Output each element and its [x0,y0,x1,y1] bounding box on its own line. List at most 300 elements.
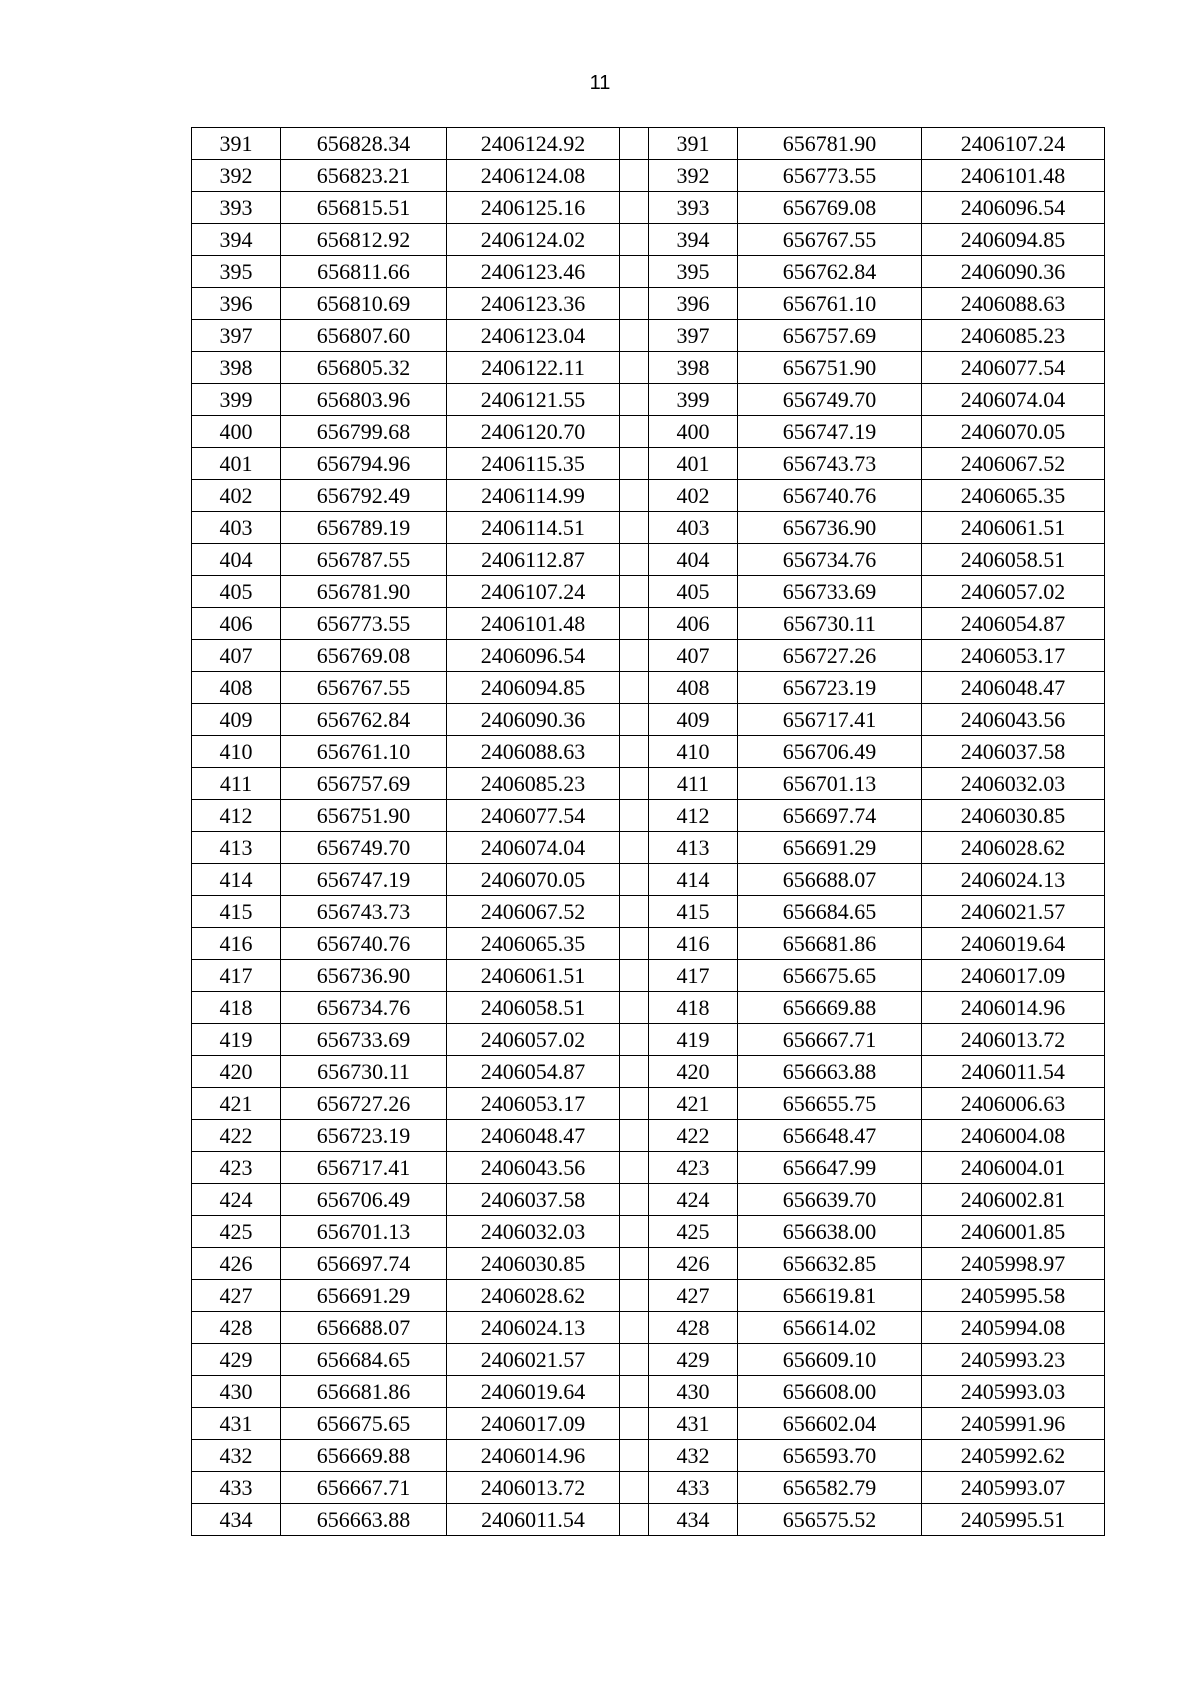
left-point-number-cell: 410 [192,736,281,768]
right-point-number-cell: 427 [649,1280,738,1312]
left-point-number-cell: 406 [192,608,281,640]
table-row [192,832,1105,864]
table-row [192,1248,1105,1280]
right-x-coordinate-cell: 656706.49 [738,736,922,768]
left-point-number-cell: 428 [192,1312,281,1344]
left-y-coordinate-cell: 2406107.24 [447,576,620,608]
left-x-coordinate-cell: 656697.74 [281,1248,447,1280]
left-y-coordinate-cell: 2406074.04 [447,832,620,864]
left-x-coordinate-cell: 656691.29 [281,1280,447,1312]
left-x-coordinate-cell: 656787.55 [281,544,447,576]
coordinates-table [191,127,1105,1536]
right-point-number-cell: 399 [649,384,738,416]
table-row [192,640,1105,672]
separator-cell [620,672,649,704]
separator-cell [620,1376,649,1408]
separator-cell [620,192,649,224]
left-y-coordinate-cell: 2406096.54 [447,640,620,672]
separator-cell [620,1504,649,1536]
right-x-coordinate-cell: 656717.41 [738,704,922,736]
table-row [192,800,1105,832]
right-y-coordinate-cell: 2405993.03 [922,1376,1105,1408]
right-y-coordinate-cell: 2406014.96 [922,992,1105,1024]
left-point-number-cell: 412 [192,800,281,832]
table-row [192,320,1105,352]
table-row [192,1088,1105,1120]
left-x-coordinate-cell: 656747.19 [281,864,447,896]
right-x-coordinate-cell: 656736.90 [738,512,922,544]
left-y-coordinate-cell: 2406013.72 [447,1472,620,1504]
right-point-number-cell: 405 [649,576,738,608]
right-x-coordinate-cell: 656684.65 [738,896,922,928]
right-point-number-cell: 408 [649,672,738,704]
table-row [192,1216,1105,1248]
left-point-number-cell: 432 [192,1440,281,1472]
table-row [192,1056,1105,1088]
left-x-coordinate-cell: 656781.90 [281,576,447,608]
right-point-number-cell: 416 [649,928,738,960]
left-point-number-cell: 409 [192,704,281,736]
separator-cell [620,992,649,1024]
left-x-coordinate-cell: 656688.07 [281,1312,447,1344]
table-row [192,384,1105,416]
left-point-number-cell: 413 [192,832,281,864]
right-point-number-cell: 423 [649,1152,738,1184]
right-x-coordinate-cell: 656767.55 [738,224,922,256]
separator-cell [620,256,649,288]
left-x-coordinate-cell: 656730.11 [281,1056,447,1088]
right-point-number-cell: 401 [649,448,738,480]
right-x-coordinate-cell: 656648.47 [738,1120,922,1152]
separator-cell [620,1152,649,1184]
right-y-coordinate-cell: 2406090.36 [922,256,1105,288]
right-y-coordinate-cell: 2405992.62 [922,1440,1105,1472]
right-y-coordinate-cell: 2406085.23 [922,320,1105,352]
left-point-number-cell: 396 [192,288,281,320]
table-row [192,576,1105,608]
separator-cell [620,960,649,992]
right-y-coordinate-cell: 2406053.17 [922,640,1105,672]
table-row [192,1344,1105,1376]
right-point-number-cell: 394 [649,224,738,256]
left-point-number-cell: 426 [192,1248,281,1280]
left-point-number-cell: 429 [192,1344,281,1376]
coordinates-table-body [192,128,1105,1536]
left-point-number-cell: 418 [192,992,281,1024]
left-point-number-cell: 433 [192,1472,281,1504]
left-x-coordinate-cell: 656736.90 [281,960,447,992]
separator-cell [620,704,649,736]
left-y-coordinate-cell: 2406061.51 [447,960,620,992]
right-y-coordinate-cell: 2406021.57 [922,896,1105,928]
left-point-number-cell: 395 [192,256,281,288]
right-y-coordinate-cell: 2406054.87 [922,608,1105,640]
left-point-number-cell: 392 [192,160,281,192]
right-point-number-cell: 419 [649,1024,738,1056]
left-x-coordinate-cell: 656681.86 [281,1376,447,1408]
right-x-coordinate-cell: 656593.70 [738,1440,922,1472]
left-y-coordinate-cell: 2406058.51 [447,992,620,1024]
table-row [192,1472,1105,1504]
right-point-number-cell: 406 [649,608,738,640]
right-point-number-cell: 398 [649,352,738,384]
left-y-coordinate-cell: 2406123.46 [447,256,620,288]
right-x-coordinate-cell: 656632.85 [738,1248,922,1280]
right-y-coordinate-cell: 2406028.62 [922,832,1105,864]
table-row [192,416,1105,448]
left-y-coordinate-cell: 2406070.05 [447,864,620,896]
right-x-coordinate-cell: 656647.99 [738,1152,922,1184]
left-y-coordinate-cell: 2406024.13 [447,1312,620,1344]
table-row [192,672,1105,704]
left-y-coordinate-cell: 2406115.35 [447,448,620,480]
table-row [192,288,1105,320]
left-y-coordinate-cell: 2406017.09 [447,1408,620,1440]
table-row [192,992,1105,1024]
left-point-number-cell: 399 [192,384,281,416]
left-y-coordinate-cell: 2406077.54 [447,800,620,832]
separator-cell [620,1472,649,1504]
separator-cell [620,768,649,800]
separator-cell [620,128,649,160]
separator-cell [620,448,649,480]
separator-cell [620,160,649,192]
right-point-number-cell: 431 [649,1408,738,1440]
right-x-coordinate-cell: 656734.76 [738,544,922,576]
table-row [192,768,1105,800]
right-y-coordinate-cell: 2406013.72 [922,1024,1105,1056]
left-point-number-cell: 405 [192,576,281,608]
right-point-number-cell: 411 [649,768,738,800]
right-x-coordinate-cell: 656781.90 [738,128,922,160]
left-point-number-cell: 421 [192,1088,281,1120]
left-point-number-cell: 393 [192,192,281,224]
left-point-number-cell: 430 [192,1376,281,1408]
table-row [192,864,1105,896]
table-row [192,960,1105,992]
left-y-coordinate-cell: 2406101.48 [447,608,620,640]
left-x-coordinate-cell: 656823.21 [281,160,447,192]
page-number: 11 [589,72,611,94]
right-x-coordinate-cell: 656639.70 [738,1184,922,1216]
right-y-coordinate-cell: 2406024.13 [922,864,1105,896]
right-y-coordinate-cell: 2406030.85 [922,800,1105,832]
left-x-coordinate-cell: 656799.68 [281,416,447,448]
right-x-coordinate-cell: 656675.65 [738,960,922,992]
right-point-number-cell: 402 [649,480,738,512]
left-y-coordinate-cell: 2406124.08 [447,160,620,192]
right-y-coordinate-cell: 2405995.58 [922,1280,1105,1312]
right-point-number-cell: 391 [649,128,738,160]
left-y-coordinate-cell: 2406085.23 [447,768,620,800]
right-x-coordinate-cell: 656638.00 [738,1216,922,1248]
table-row [192,704,1105,736]
left-y-coordinate-cell: 2406114.51 [447,512,620,544]
left-y-coordinate-cell: 2406120.70 [447,416,620,448]
left-point-number-cell: 420 [192,1056,281,1088]
right-y-coordinate-cell: 2406088.63 [922,288,1105,320]
left-point-number-cell: 427 [192,1280,281,1312]
right-y-coordinate-cell: 2406019.64 [922,928,1105,960]
left-y-coordinate-cell: 2406065.35 [447,928,620,960]
table-row [192,512,1105,544]
right-x-coordinate-cell: 656757.69 [738,320,922,352]
right-y-coordinate-cell: 2406065.35 [922,480,1105,512]
right-y-coordinate-cell: 2406043.56 [922,704,1105,736]
right-point-number-cell: 396 [649,288,738,320]
table-row [192,352,1105,384]
right-point-number-cell: 420 [649,1056,738,1088]
left-point-number-cell: 417 [192,960,281,992]
right-x-coordinate-cell: 656602.04 [738,1408,922,1440]
left-point-number-cell: 431 [192,1408,281,1440]
left-x-coordinate-cell: 656740.76 [281,928,447,960]
left-x-coordinate-cell: 656751.90 [281,800,447,832]
right-y-coordinate-cell: 2405994.08 [922,1312,1105,1344]
table-row [192,1440,1105,1472]
left-y-coordinate-cell: 2406124.02 [447,224,620,256]
right-x-coordinate-cell: 656619.81 [738,1280,922,1312]
left-y-coordinate-cell: 2406032.03 [447,1216,620,1248]
right-x-coordinate-cell: 656663.88 [738,1056,922,1088]
left-x-coordinate-cell: 656706.49 [281,1184,447,1216]
right-y-coordinate-cell: 2406070.05 [922,416,1105,448]
left-y-coordinate-cell: 2406028.62 [447,1280,620,1312]
left-point-number-cell: 422 [192,1120,281,1152]
right-point-number-cell: 432 [649,1440,738,1472]
right-y-coordinate-cell: 2405993.07 [922,1472,1105,1504]
right-point-number-cell: 407 [649,640,738,672]
separator-cell [620,928,649,960]
left-y-coordinate-cell: 2406011.54 [447,1504,620,1536]
separator-cell [620,544,649,576]
right-y-coordinate-cell: 2405991.96 [922,1408,1105,1440]
right-point-number-cell: 415 [649,896,738,928]
right-point-number-cell: 430 [649,1376,738,1408]
table-row [192,1184,1105,1216]
left-x-coordinate-cell: 656828.34 [281,128,447,160]
table-row [192,544,1105,576]
left-x-coordinate-cell: 656663.88 [281,1504,447,1536]
right-y-coordinate-cell: 2406077.54 [922,352,1105,384]
separator-cell [620,576,649,608]
table-row [192,1024,1105,1056]
left-x-coordinate-cell: 656769.08 [281,640,447,672]
left-point-number-cell: 419 [192,1024,281,1056]
table-row [192,192,1105,224]
left-x-coordinate-cell: 656762.84 [281,704,447,736]
left-point-number-cell: 434 [192,1504,281,1536]
separator-cell [620,1280,649,1312]
right-y-coordinate-cell: 2406006.63 [922,1088,1105,1120]
right-x-coordinate-cell: 656691.29 [738,832,922,864]
left-point-number-cell: 416 [192,928,281,960]
right-point-number-cell: 392 [649,160,738,192]
table-row [192,224,1105,256]
table-row [192,480,1105,512]
left-x-coordinate-cell: 656749.70 [281,832,447,864]
right-point-number-cell: 428 [649,1312,738,1344]
left-x-coordinate-cell: 656667.71 [281,1472,447,1504]
table-row [192,608,1105,640]
right-x-coordinate-cell: 656773.55 [738,160,922,192]
separator-cell [620,1120,649,1152]
separator-cell [620,416,649,448]
left-x-coordinate-cell: 656767.55 [281,672,447,704]
separator-cell [620,832,649,864]
separator-cell [620,608,649,640]
left-x-coordinate-cell: 656803.96 [281,384,447,416]
separator-cell [620,384,649,416]
left-y-coordinate-cell: 2406019.64 [447,1376,620,1408]
left-x-coordinate-cell: 656812.92 [281,224,447,256]
left-x-coordinate-cell: 656794.96 [281,448,447,480]
right-point-number-cell: 424 [649,1184,738,1216]
separator-cell [620,1312,649,1344]
left-y-coordinate-cell: 2406021.57 [447,1344,620,1376]
table-row [192,1376,1105,1408]
left-y-coordinate-cell: 2406123.04 [447,320,620,352]
right-y-coordinate-cell: 2406061.51 [922,512,1105,544]
separator-cell [620,352,649,384]
right-y-coordinate-cell: 2406067.52 [922,448,1105,480]
right-x-coordinate-cell: 656669.88 [738,992,922,1024]
right-point-number-cell: 433 [649,1472,738,1504]
left-y-coordinate-cell: 2406030.85 [447,1248,620,1280]
right-y-coordinate-cell: 2406048.47 [922,672,1105,704]
left-x-coordinate-cell: 656789.19 [281,512,447,544]
right-y-coordinate-cell: 2406107.24 [922,128,1105,160]
separator-cell [620,1248,649,1280]
right-x-coordinate-cell: 656749.70 [738,384,922,416]
right-y-coordinate-cell: 2406032.03 [922,768,1105,800]
separator-cell [620,1408,649,1440]
right-y-coordinate-cell: 2406001.85 [922,1216,1105,1248]
right-x-coordinate-cell: 656614.02 [738,1312,922,1344]
right-x-coordinate-cell: 656701.13 [738,768,922,800]
table-row [192,1408,1105,1440]
separator-cell [620,224,649,256]
left-x-coordinate-cell: 656675.65 [281,1408,447,1440]
separator-cell [620,1024,649,1056]
left-y-coordinate-cell: 2406088.63 [447,736,620,768]
right-point-number-cell: 393 [649,192,738,224]
right-y-coordinate-cell: 2406002.81 [922,1184,1105,1216]
left-y-coordinate-cell: 2406123.36 [447,288,620,320]
left-point-number-cell: 408 [192,672,281,704]
separator-cell [620,640,649,672]
table-row [192,896,1105,928]
left-point-number-cell: 423 [192,1152,281,1184]
right-x-coordinate-cell: 656609.10 [738,1344,922,1376]
left-y-coordinate-cell: 2406125.16 [447,192,620,224]
right-point-number-cell: 404 [649,544,738,576]
right-point-number-cell: 412 [649,800,738,832]
left-x-coordinate-cell: 656773.55 [281,608,447,640]
left-point-number-cell: 401 [192,448,281,480]
left-y-coordinate-cell: 2406114.99 [447,480,620,512]
right-x-coordinate-cell: 656761.10 [738,288,922,320]
separator-cell [620,288,649,320]
table-row [192,448,1105,480]
left-point-number-cell: 424 [192,1184,281,1216]
left-x-coordinate-cell: 656734.76 [281,992,447,1024]
separator-cell [620,1056,649,1088]
right-y-coordinate-cell: 2406004.01 [922,1152,1105,1184]
left-x-coordinate-cell: 656807.60 [281,320,447,352]
left-x-coordinate-cell: 656761.10 [281,736,447,768]
left-x-coordinate-cell: 656810.69 [281,288,447,320]
left-point-number-cell: 398 [192,352,281,384]
right-point-number-cell: 395 [649,256,738,288]
right-point-number-cell: 414 [649,864,738,896]
right-x-coordinate-cell: 656723.19 [738,672,922,704]
right-x-coordinate-cell: 656582.79 [738,1472,922,1504]
table-row [192,1504,1105,1536]
left-x-coordinate-cell: 656701.13 [281,1216,447,1248]
separator-cell [620,800,649,832]
separator-cell [620,1344,649,1376]
right-x-coordinate-cell: 656751.90 [738,352,922,384]
left-y-coordinate-cell: 2406094.85 [447,672,620,704]
left-y-coordinate-cell: 2406124.92 [447,128,620,160]
separator-cell [620,1216,649,1248]
table-row [192,736,1105,768]
left-point-number-cell: 391 [192,128,281,160]
table-row [192,1120,1105,1152]
right-point-number-cell: 418 [649,992,738,1024]
right-x-coordinate-cell: 656733.69 [738,576,922,608]
left-x-coordinate-cell: 656792.49 [281,480,447,512]
left-y-coordinate-cell: 2406121.55 [447,384,620,416]
right-x-coordinate-cell: 656762.84 [738,256,922,288]
right-point-number-cell: 426 [649,1248,738,1280]
right-point-number-cell: 410 [649,736,738,768]
right-x-coordinate-cell: 656667.71 [738,1024,922,1056]
right-y-coordinate-cell: 2406094.85 [922,224,1105,256]
separator-cell [620,1088,649,1120]
table-row [192,160,1105,192]
right-y-coordinate-cell: 2405995.51 [922,1504,1105,1536]
right-x-coordinate-cell: 656769.08 [738,192,922,224]
separator-cell [620,736,649,768]
right-point-number-cell: 403 [649,512,738,544]
table-row [192,128,1105,160]
right-point-number-cell: 429 [649,1344,738,1376]
left-x-coordinate-cell: 656684.65 [281,1344,447,1376]
right-y-coordinate-cell: 2406017.09 [922,960,1105,992]
left-y-coordinate-cell: 2406048.47 [447,1120,620,1152]
left-point-number-cell: 404 [192,544,281,576]
left-y-coordinate-cell: 2406122.11 [447,352,620,384]
left-point-number-cell: 394 [192,224,281,256]
right-x-coordinate-cell: 656743.73 [738,448,922,480]
right-point-number-cell: 413 [649,832,738,864]
right-x-coordinate-cell: 656681.86 [738,928,922,960]
right-point-number-cell: 417 [649,960,738,992]
left-point-number-cell: 414 [192,864,281,896]
left-x-coordinate-cell: 656717.41 [281,1152,447,1184]
right-x-coordinate-cell: 656727.26 [738,640,922,672]
right-point-number-cell: 397 [649,320,738,352]
right-x-coordinate-cell: 656747.19 [738,416,922,448]
left-x-coordinate-cell: 656727.26 [281,1088,447,1120]
table-row [192,928,1105,960]
separator-cell [620,896,649,928]
right-point-number-cell: 422 [649,1120,738,1152]
left-x-coordinate-cell: 656815.51 [281,192,447,224]
right-x-coordinate-cell: 656608.00 [738,1376,922,1408]
